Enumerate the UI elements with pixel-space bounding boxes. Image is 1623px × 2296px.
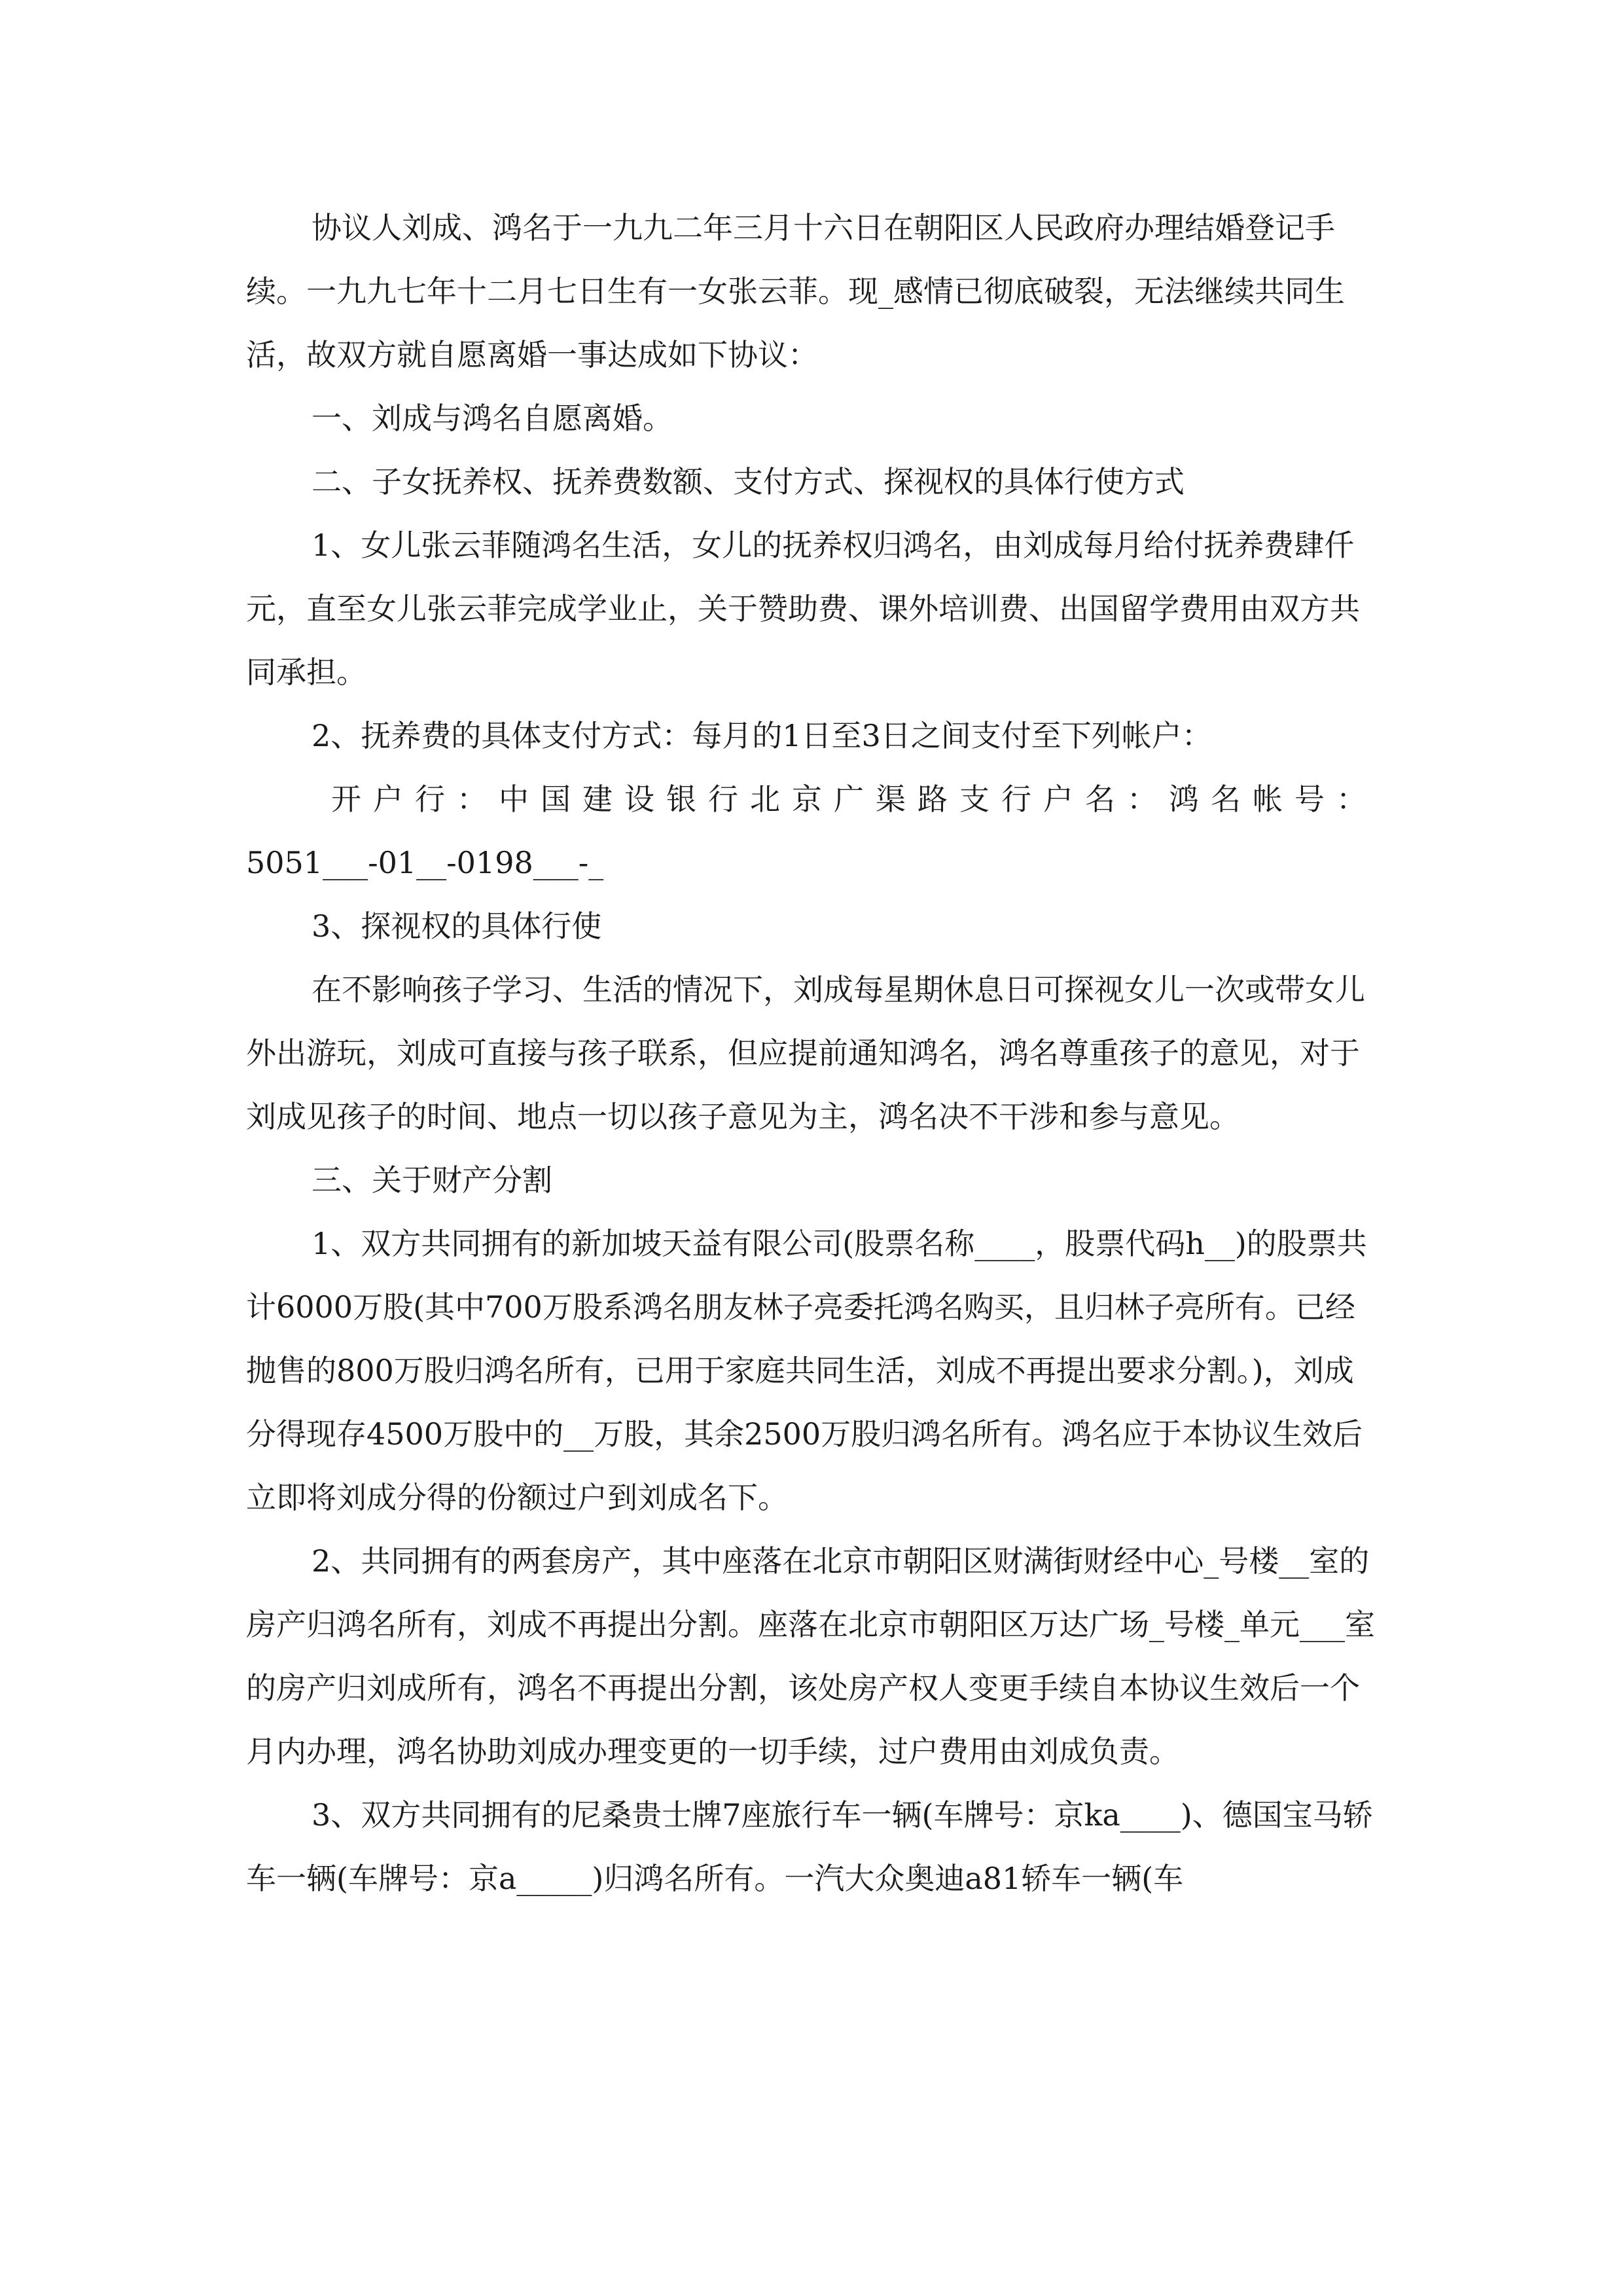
- clause-1-divorce: 一、刘成与鸿名自愿离婚。: [312, 401, 673, 436]
- clause-2-3-heading: 3、探视权的具体行使: [312, 908, 602, 944]
- clause-2-heading: 二、子女抚养权、抚养费数额、支付方式、探视权的具体行使方式: [312, 464, 1185, 499]
- paragraph-preamble: 协议人刘成、鸿名于一九九二年三月十六日在朝阳区人民政府办理结婚登记手续。一九九七年十二月七日生有一女张云菲。现_感情已彻底破裂，无法继续共同生活，故双方就自愿离婚一事达成如下协议：: [246, 210, 1345, 372]
- agreement-body: [246, 196, 1378, 1910]
- clause-3-2-property: 2、共同拥有的两套房产，其中座落在北京市朝阳区财满街财经中心_号楼__室的房产归鸿名所有，刘成不再提出分割。座落在北京市朝阳区万达广场_号楼_单元___室的房产归刘成所有，鸿名不再提出分割，该处房产权人变更手续自本协议生效后一个月内办理，鸿名协助刘成办理变更的一切手续，过户费用由刘成负责。: [246, 1543, 1375, 1769]
- clause-2-3-visitation: 在不影响孩子学习、生活的情况下，刘成每星期休息日可探视女儿一次或带女儿外出游玩，刘成可直接与孩子联系，但应提前通知鸿名，鸿名尊重孩子的意见，对于刘成见孩子的时间、地点一切以孩子意见为主，鸿名决不干涉和参与意见。: [246, 972, 1365, 1134]
- clause-3-1-shares: 1、双方共同拥有的新加坡天益有限公司(股票名称____，股票代码h__)的股票共计6000万股(其中700万股系鸿名朋友林子亮委托鸿名购买，且归林子亮所有。已经抛售的800万股归鸿名所有，已用于家庭共同生活，刘成不再提出要求分割。)，刘成分得现存4500万股中的__万股，其余2500万股归鸿名所有。鸿名应于本协议生效后立即将刘成分得的份额过户到刘成名下。: [246, 1226, 1367, 1515]
- bank-info-line: 开户行：中国建设银行北京广渠路支行户名：鸿名帐号：: [331, 781, 1378, 817]
- clause-3-3-vehicles: 3、双方共同拥有的尼桑贵士牌7座旅行车一辆(车牌号：京ka____)、德国宝马轿车一辆(车牌号：京a_____)归鸿名所有。一汽大众奥迪a81轿车一辆(车: [246, 1797, 1373, 1896]
- clause-2-2-payment: 2、抚养费的具体支付方式：每月的1日至3日之间支付至下列帐户：: [312, 718, 1212, 753]
- clause-3-heading: 三、关于财产分割: [312, 1162, 552, 1198]
- clause-2-1-custody: 1、女儿张云菲随鸿名生活，女儿的抚养权归鸿名，由刘成每月给付抚养费肆仟元，直至女儿张云菲完成学业止，关于赞助费、课外培训费、出国留学费用由双方共同承担。: [246, 528, 1360, 690]
- account-number: 5051___-01__-0198___-_: [246, 845, 604, 880]
